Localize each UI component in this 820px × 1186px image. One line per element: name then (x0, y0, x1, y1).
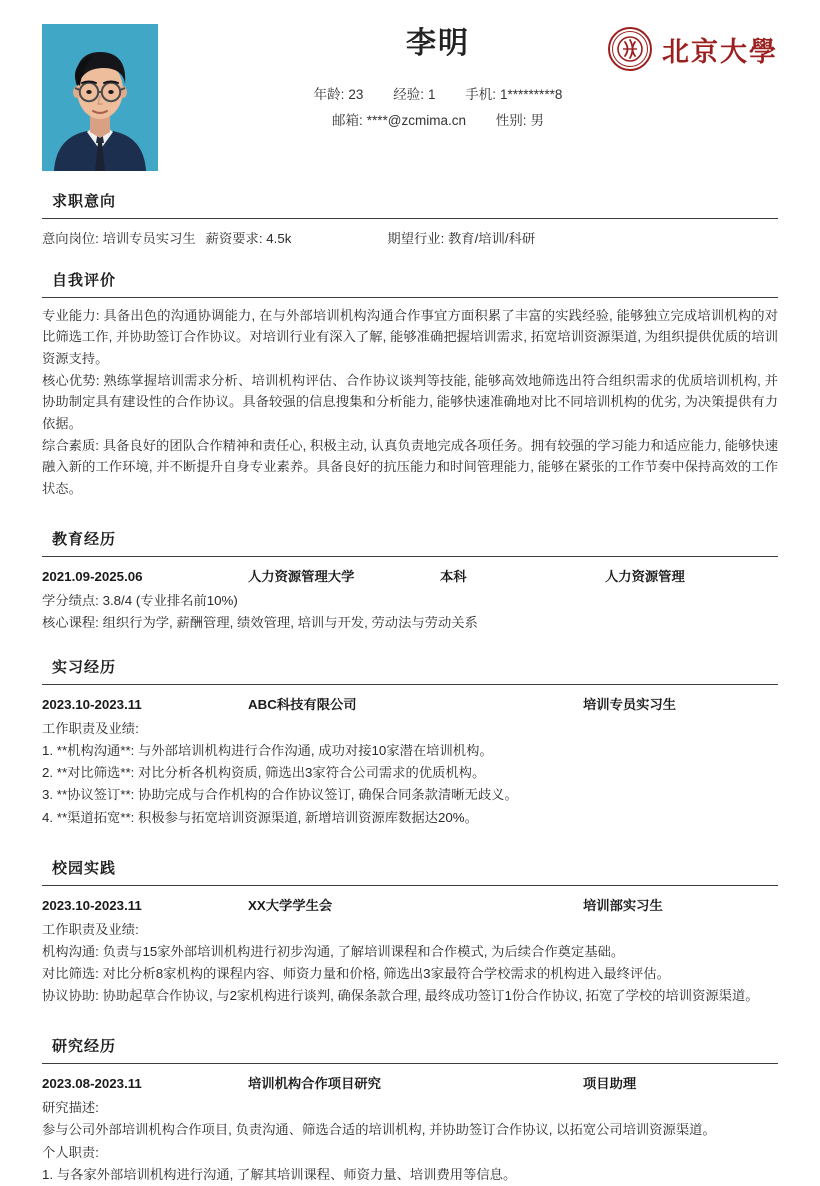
self-eval-paragraph: 核心优势: 熟练掌握培训需求分析、培训机构评估、合作协议谈判等技能, 能够高效地筛选出符合组织需求的优质培训机构, 并协助制定具有建设性的合作协议。具备较强的信息搜集和分析能力, 能够快速准确地对比不同培训机构的优劣, 为决策提供有力依据。 (42, 372, 778, 431)
section-title-campus-practice: 校园实践 (52, 859, 117, 877)
section-self-evaluation (42, 263, 778, 500)
intent-salary: 薪资要求: 4.5k (205, 231, 292, 246)
section-job-intent (42, 184, 778, 257)
section-title-self-evaluation: 自我评价 (52, 271, 117, 289)
self-evaluation-body (42, 305, 778, 500)
section-title-education: 教育经历 (52, 530, 117, 548)
research-line: 参与公司外部培训机构合作项目, 负责沟通、筛选合适的培训机构, 并协助签订合作协议, 以拓宽公司培训资源渠道。 (42, 1122, 716, 1138)
campus-date: 2023.10-2023.11 (42, 897, 142, 913)
section-campus-practice (42, 851, 778, 1008)
research-project: 培训机构合作项目研究 (248, 1076, 381, 1092)
section-research (42, 1029, 778, 1186)
research-line: 个人职责: (42, 1144, 99, 1160)
section-divider (42, 297, 778, 298)
school-logo (607, 26, 778, 72)
resume-header (42, 0, 778, 178)
campus-entry-row (42, 893, 778, 919)
self-eval-paragraph: 专业能力: 具备出色的沟通协调能力, 在与外部培训机构沟通合作事宜方面积累了丰富的实践经验, 能够独立完成培训机构的对比筛选工作, 并协助签订合作协议。对培训行业有深入了解, 能够准确把握培训需求, 拓宽培训资源渠道, 为组织提供优质的培训资源支持。 (42, 307, 778, 366)
education-school: 人力资源管理大学 (248, 568, 355, 584)
section-title-internship: 实习经历 (52, 659, 117, 677)
section-title-research: 研究经历 (52, 1038, 117, 1056)
education-courses: 核心课程: 组织行为学, 薪酬管理, 绩效管理, 培训与开发, 劳动法与劳动关系 (42, 614, 478, 630)
education-degree: 本科 (440, 568, 467, 584)
education-major: 人力资源管理 (605, 568, 685, 584)
internship-company: ABC科技有限公司 (248, 697, 357, 713)
research-line: 研究描述: (42, 1100, 99, 1116)
age-field: 年龄: 23 (313, 87, 364, 102)
research-details (42, 1097, 778, 1185)
research-line: 1. 与各家外部培训机构进行沟通, 了解其培训课程、师资力量、培训费用等信息。 (42, 1166, 517, 1182)
internship-entry-row (42, 692, 778, 718)
internship-line: 2. **对比筛选**: 对比分析各机构资质, 筛选出3家符合公司需求的优质机构。 (42, 765, 486, 781)
intent-industry: 期望行业: 教育/培训/科研 (387, 231, 536, 246)
section-divider (42, 1063, 778, 1064)
section-education (42, 522, 778, 634)
education-details (42, 590, 778, 634)
contact-row-2 (158, 108, 718, 134)
research-role: 项目助理 (583, 1076, 637, 1092)
job-intent-row (42, 226, 778, 257)
section-internship (42, 650, 778, 829)
applicant-photo (42, 24, 158, 171)
internship-line: 3. **协议签订**: 协助完成与合作机构的合作协议签订, 确保合同条款清晰无歧义。 (42, 787, 518, 803)
contact-row-1 (158, 82, 718, 108)
campus-line: 对比筛选: 对比分析8家机构的课程内容、师资力量和价格, 筛选出3家最符合学校需求的机构进入最终评估。 (42, 966, 670, 981)
education-gpa: 学分绩点: 3.8/4 (专业排名前10%) (42, 592, 238, 608)
research-entry-row (42, 1071, 778, 1097)
applicant-photo-illustration (42, 24, 158, 171)
campus-line: 工作职责及业绩: (42, 921, 139, 937)
section-title-job-intent: 求职意向 (52, 193, 117, 210)
section-divider (42, 885, 778, 886)
campus-organization: XX大学学生会 (248, 897, 333, 913)
campus-line: 机构沟通: 负责与15家外部培训机构进行初步沟通, 了解培训课程和合作模式, 为后续合作奠定基础。 (42, 943, 625, 959)
page-title: 李明 (406, 27, 470, 60)
campus-line: 协议协助: 协助起草合作协议, 与2家机构进行谈判, 确保条款合理, 最终成功签订1份合作协议, 拓宽了学校的培训资源渠道。 (42, 988, 759, 1004)
section-divider (42, 556, 778, 557)
experience-field: 经验: 1 (393, 87, 436, 102)
campus-role: 培训部实习生 (583, 897, 663, 913)
research-date: 2023.08-2023.11 (42, 1076, 142, 1092)
intent-position: 意向岗位: 培训专员实习生 (42, 231, 196, 246)
education-date: 2021.09-2025.06 (42, 568, 143, 584)
section-divider (42, 684, 778, 685)
education-entry-row (42, 564, 778, 590)
campus-details (42, 919, 778, 1007)
internship-date: 2023.10-2023.11 (42, 697, 142, 713)
phone-field: 手机: 1*********8 (465, 87, 563, 102)
section-divider (42, 218, 778, 219)
email-field: 邮箱: ****@zcmima.cn (331, 113, 466, 129)
internship-line: 1. **机构沟通**: 与外部培训机构进行合作沟通, 成功对接10家潜在培训机构。 (42, 743, 493, 759)
internship-details (42, 718, 778, 828)
internship-line: 工作职责及业绩: (42, 721, 139, 737)
internship-line: 4. **渠道拓宽**: 积极参与拓宽培训资源渠道, 新增培训资源库数据达20%。 (42, 809, 478, 825)
school-logo-text: 北京大學 (662, 36, 778, 68)
university-seal-icon (607, 26, 653, 72)
self-eval-paragraph: 综合素质: 具备良好的团队合作精神和责任心, 积极主动, 认真负责地完成各项任务。拥有较强的学习能力和适应能力, 能够快速融入新的工作环境, 并不断提升自身专业素养。具备良好的抗压能力和时间管理能力, 能够在紧张的工作节奏中保持高效的工作状态。 (42, 437, 778, 496)
gender-field: 性别: 男 (495, 113, 545, 129)
internship-role: 培训专员实习生 (583, 697, 677, 713)
